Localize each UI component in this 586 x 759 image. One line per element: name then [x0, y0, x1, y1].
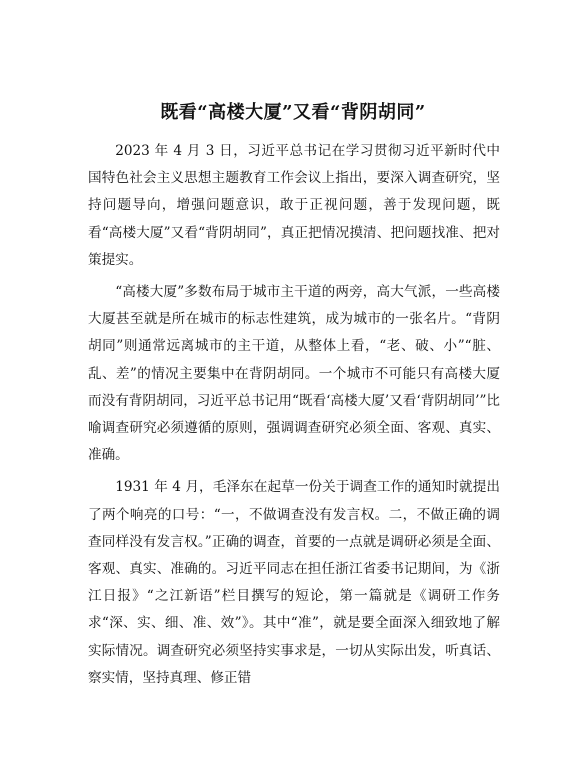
paragraph-1: 2023 年 4 月 3 日，习近平总书记在学习贯彻习近平新时代中国特色社会主义思想主题教育工作会议上指出，要深入调查研究，坚持问题导向，增强问题意识，敢于正视问题，善于发现问题，既看“高楼大厦”又看“背阴胡同”，真正把情况摸清、把问题找准、把对策提实。 — [88, 143, 500, 268]
document-body — [88, 138, 500, 697]
paragraph-3: 1931 年 4 月，毛泽东在起草一份关于调查工作的通知时就提出了两个响亮的口号：“一，不做调查没有发言权。二，不做正确的调查同样没有发言权。”正确的调查，首要的一点就是调研必须是全面、客观、真实、准确的。习近平同志在担任浙江省委书记期间，为《浙江日报》“之江新语”栏目撰写的短论，第一篇就是《调研工作务求“深、实、细、准、效”》。其中“准”，就是要全面深入细致地了解实际情况。调查研究必须坚持实事求是，一切从实际出发，听真话、察实情，坚持真理、修正错 — [88, 479, 500, 686]
document-title: 既看“高楼大厦”又看“背阴胡同” — [160, 102, 426, 123]
paragraph-2: “高楼大厦”多数布局于城市主干道的两旁，高大气派，一些高楼大厦甚至就是所在城市的标志性建筑，成为城市的一张名片。“背阴胡同”则通常远离城市的主干道，从整体上看，“老、破、小”“脏、乱、差”的情况主要集中在背阴胡同。一个城市不可能只有高楼大厦而没有背阴胡同，习近平总书记用“既看‘高楼大厦’又看‘背阴胡同’”比喻调查研究必须遵循的原则，强调调查研究必须全面、客观、真实、准确。 — [88, 284, 500, 464]
